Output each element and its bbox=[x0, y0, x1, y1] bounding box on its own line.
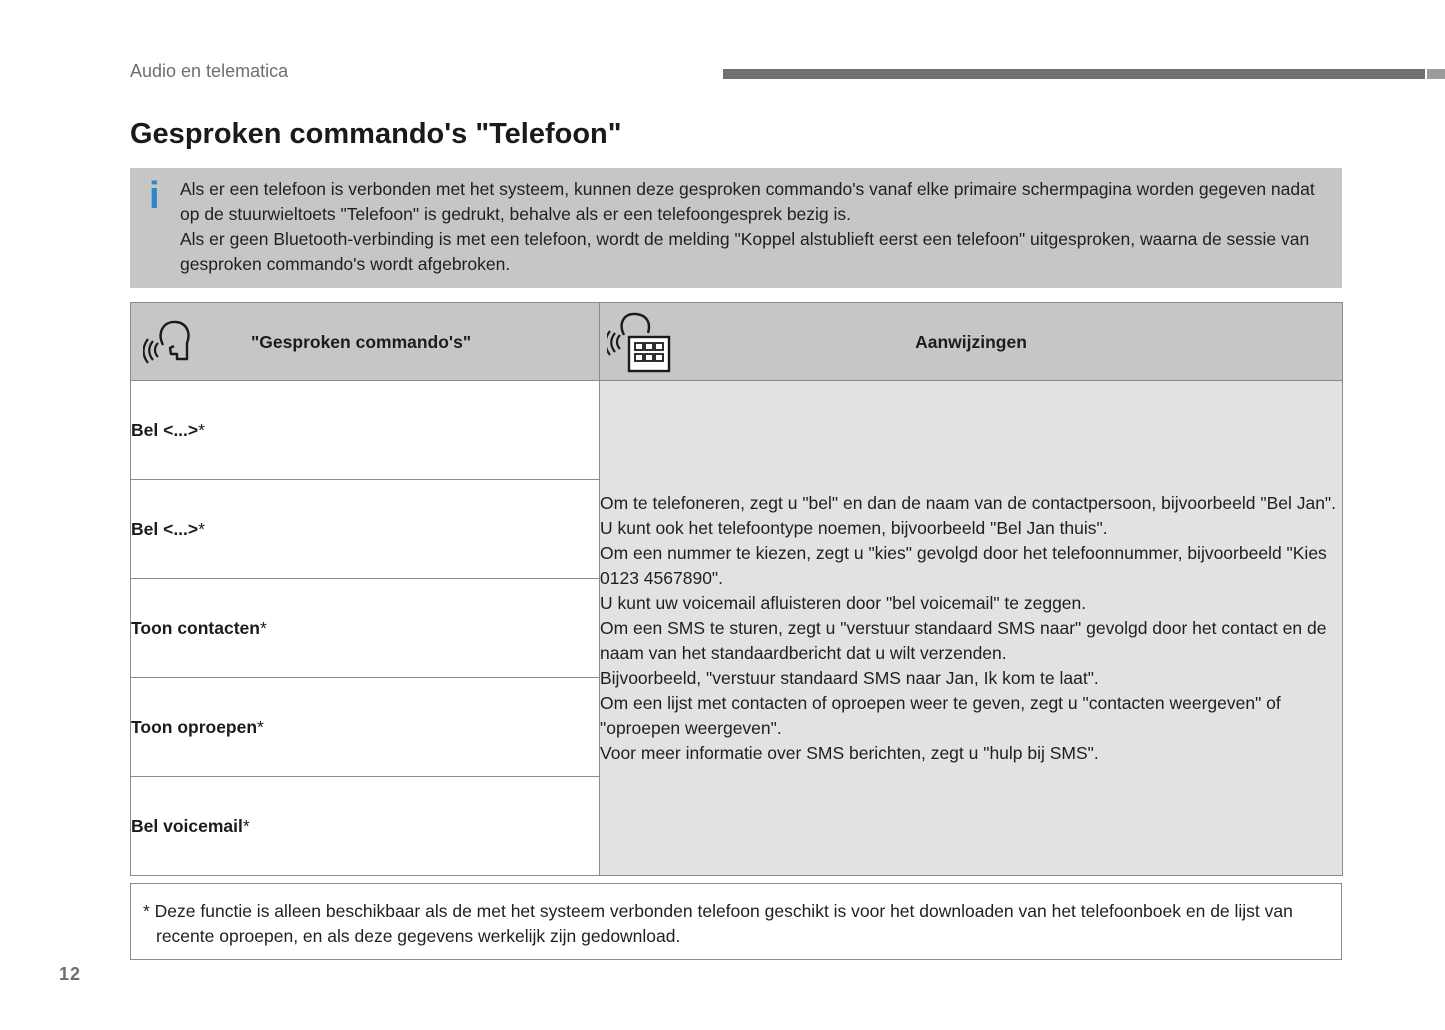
command-text: Bel voicemail bbox=[131, 815, 243, 836]
col-header-commands bbox=[131, 303, 600, 381]
command-text: Toon contacten bbox=[131, 617, 260, 638]
info-box bbox=[130, 168, 1342, 288]
command-cell bbox=[131, 678, 600, 777]
instruction-line: Bijvoorbeeld, "verstuur standaard SMS naar Jan, Ik kom te laat". bbox=[600, 667, 1099, 688]
section-label: Audio en telematica bbox=[130, 61, 289, 81]
footnote-text: * Deze functie is alleen beschikbaar als de met het systeem verbonden telefoon geschikt is voor het downloaden van het telefoonboek en de lijst van recente oproepen, en als deze gegevens werkelijk zijn gedownload. bbox=[143, 901, 1293, 946]
voice-command-icon bbox=[143, 317, 193, 370]
command-cell bbox=[131, 579, 600, 678]
col-header-instructions bbox=[600, 303, 1343, 381]
page-title: Gesproken commando's "Telefoon" bbox=[130, 118, 622, 150]
col-header-commands-label: "Gesproken commando's" bbox=[251, 332, 472, 352]
command-text: Toon oproepen bbox=[131, 716, 258, 737]
instruction-line: U kunt ook het telefoontype noemen, bijvoorbeeld "Bel Jan thuis". bbox=[600, 517, 1108, 538]
command-cell bbox=[131, 480, 600, 579]
footnote-box bbox=[130, 883, 1342, 960]
header-bar bbox=[723, 69, 1425, 79]
command-asterisk: * bbox=[242, 815, 250, 836]
voice-command-table bbox=[130, 302, 1343, 876]
command-cell bbox=[131, 777, 600, 876]
info-icon: i bbox=[149, 175, 160, 217]
table-row bbox=[131, 381, 1343, 480]
info-line: Als er geen Bluetooth-verbinding is met een telefoon, wordt de melding "Koppel alstublieft eerst een telefoon" uitgesproken, waarna de sessie van gesproken commando's wordt afgebroken. bbox=[180, 229, 1310, 274]
header-bar-end bbox=[1427, 69, 1445, 79]
command-asterisk: * bbox=[198, 419, 205, 440]
instruction-line: Om een lijst met contacten of oproepen weer te geven, zegt u "contacten weergeven" of "oproepen weergeven". bbox=[600, 692, 1281, 738]
instruction-line: Om te telefoneren, zegt u "bel" en dan de naam van de contactpersoon, bijvoorbeeld "Bel Jan". bbox=[600, 492, 1337, 513]
instruction-line: Voor meer informatie over SMS berichten, zegt u "hulp bij SMS". bbox=[600, 742, 1099, 763]
command-text: Bel <...> bbox=[131, 518, 199, 539]
command-cell bbox=[131, 381, 600, 480]
command-asterisk: * bbox=[259, 617, 267, 638]
instruction-line: Om een nummer te kiezen, zegt u "kies" gevolgd door het telefoonnummer, bijvoorbeeld "Kies 0123 4567890". bbox=[600, 542, 1327, 588]
command-asterisk: * bbox=[198, 518, 205, 539]
instructions-cell bbox=[600, 381, 1343, 876]
instruction-line: Om een SMS te sturen, zegt u "verstuur standaard SMS naar" gevolgd door het contact en de naam van het standaardbericht dat u wilt verzenden. bbox=[600, 617, 1327, 663]
page-number: 12 bbox=[59, 964, 82, 984]
info-text bbox=[180, 177, 1330, 277]
command-text: Bel <...> bbox=[131, 419, 199, 440]
command-asterisk: * bbox=[257, 716, 264, 737]
instruction-line: U kunt uw voicemail afluisteren door "bel voicemail" te zeggen. bbox=[600, 592, 1087, 613]
info-line: Als er een telefoon is verbonden met het systeem, kunnen deze gesproken commando's vanaf elke primaire schermpagina worden gegeven nadat op de stuurwieltoets "Telefoon" is gedrukt, behalve als er een telefoongesprek bezig is. bbox=[180, 179, 1315, 224]
col-header-instructions-label: Aanwijzingen bbox=[915, 332, 1027, 352]
instructions-text bbox=[600, 491, 1342, 766]
